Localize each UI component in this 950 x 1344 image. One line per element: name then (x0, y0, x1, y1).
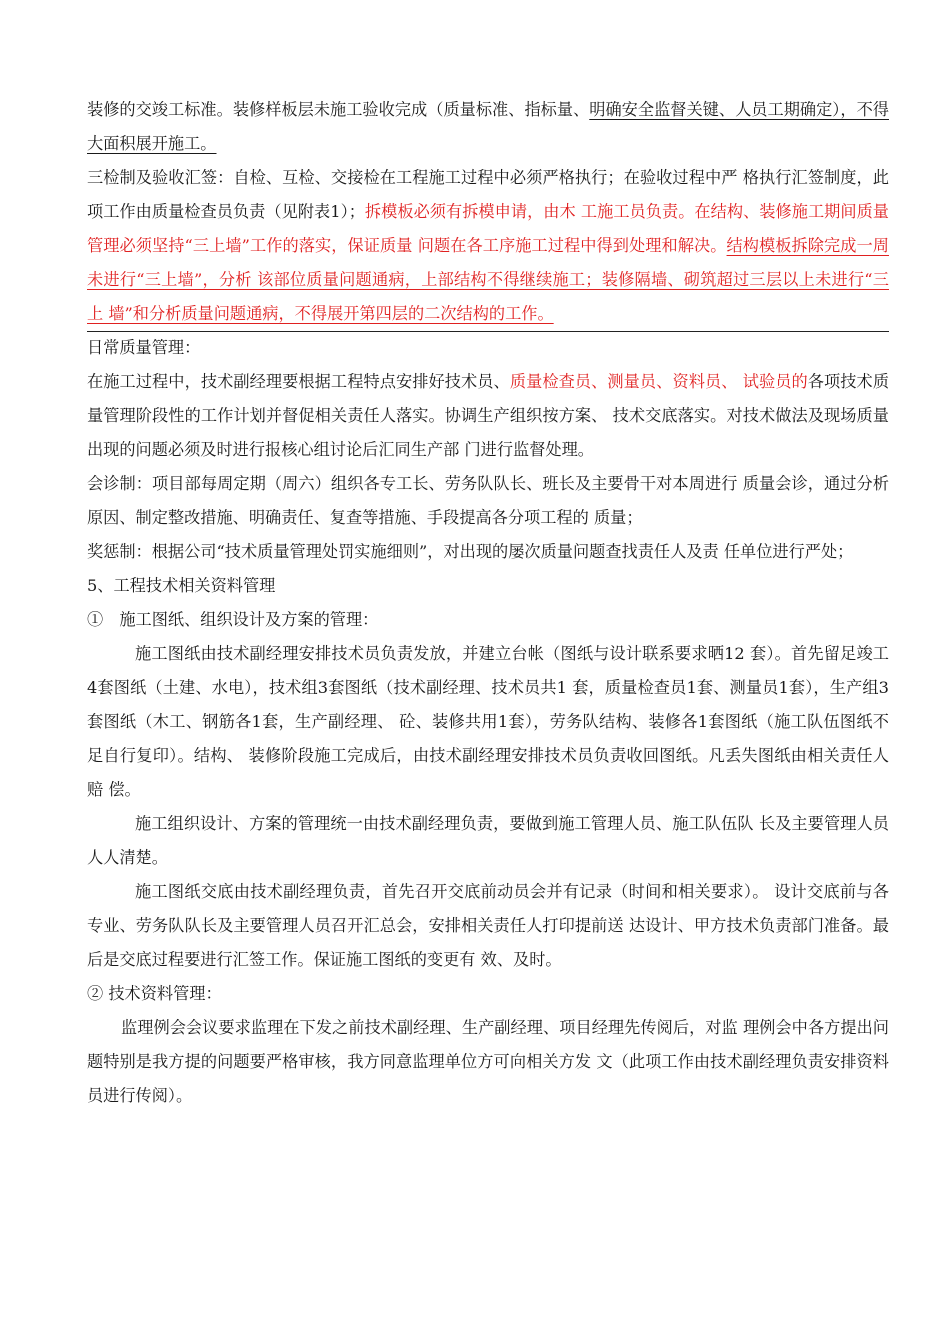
red-underlined-text-run: 结构模板拆除完成一周未进行“三上墙”，分析 该部位质量问题通病，上部结构不得继续施工；装修隔墙、砌筑超过三层以上未进行“三上 墙”和分析质量问题通病，不得展开第四层的二次结构的工作。 (87, 236, 889, 323)
section-heading-5: 5、工程技术相关资料管理 (87, 576, 276, 595)
paragraph-reward-punishment: 奖惩制：根据公司“技术质量管理处罚实施细则”，对出现的屡次质量问题查找责任人及责 任单位进行严处； (87, 542, 854, 561)
item-1-heading: ① 施工图纸、组织设计及方案的管理： (87, 610, 379, 629)
item-2-heading: ② 技术资料管理： (87, 984, 222, 1003)
paragraph-three-inspections (87, 161, 889, 331)
text-run: 装修的交竣工标准。装修样板层未施工验收完成（质量标准、指标量、 (87, 100, 590, 119)
paragraph-drawings-distribution: 施工图纸由技术副经理安排技术员负责发放，并建立台帐（图纸与设计联系要求晒12 套）。首先留足竣工4套图纸（土建、水电），技术组3套图纸（技术副经理、技术员共1 套，质量检查员1套、测量员1套），生产组3套图纸（木工、钢筋各1套，生产副经理、 砼、装修共用1套），劳务队结构、装修各1套图纸（施工队伍图纸不足自行复印）。结构、 装修阶段施工完成后，由技术副经理安排技术员负责收回图纸。凡丢失图纸由相关责任人赔 偿。 (87, 644, 889, 799)
paragraph-drawing-briefing: 施工图纸交底由技术副经理负责，首先召开交底前动员会并有记录（时间和相关要求）。 设计交底前与各专业、劳务队队长及主要管理人员召开汇总会，安排相关责任人打印提前送 达设计、甲方技术负责部门准备。最后是交底过程要进行汇签工作。保证施工图纸的变更有 效、及时。 (87, 882, 889, 969)
paragraph-consultation-system: 会诊制：项目部每周定期（周六）组织各专工长、劳务队队长、班长及主要骨干对本周进行 质量会诊，通过分析原因、制定整改措施、明确责任、复查等措施、手段提高各分项工程的 质量； (87, 474, 889, 527)
text-run: 三检制及验收汇签：自检、互检、交接检在工程施工过程中必须严格执行；在验收过程中严 格执行汇签制度，此项工作由质量检查员负责（见附表1）； (87, 168, 889, 221)
text-run: 各项技术质量管理阶段性的工作计划并督促相关责任人落实。协调生产组织按方案、 技术交底落实。对技术做法及现场质量出现的问题必须及时进行报核心组讨论后汇同生产部 门进行监督处理。 (87, 372, 890, 459)
paragraph-decoration-standard (87, 93, 889, 161)
paragraph-supervision-meeting: 监理例会会议要求监理在下发之前技术副经理、生产副经理、项目经理先传阅后，对监 理例会中各方提出问题特别是我方提的问题要严格审核，我方同意监理单位方可向相关方发 文（此项工作由技术副经理负责安排资料员进行传阅）。 (87, 1018, 889, 1105)
red-text-run: 质量检查员、测量员、资料员、 试验员的 (509, 372, 808, 391)
text-run: 在施工过程中，技术副经理要根据工程特点安排好技术员、 (87, 372, 510, 391)
red-text-run: 拆模板必须有拆模申请，由木 工施工员负责。在结构、装修施工期间质量管理必须坚持“三上墙”工作的落实，保证质量 问题在各工序施工过程中得到处理和解决。 (87, 202, 889, 255)
heading-daily-quality: 日常质量管理： (87, 338, 201, 357)
paragraph-design-management: 施工组织设计、方案的管理统一由技术副经理负责，要做到施工管理人员、施工队伍队 长及主要管理人员人人清楚。 (87, 814, 889, 867)
document-page (87, 93, 889, 1113)
underlined-text-run: 明确安全监督关键、人员工期确定），不得大面积展开施工。 (87, 100, 889, 153)
paragraph-daily-quality (87, 365, 889, 467)
